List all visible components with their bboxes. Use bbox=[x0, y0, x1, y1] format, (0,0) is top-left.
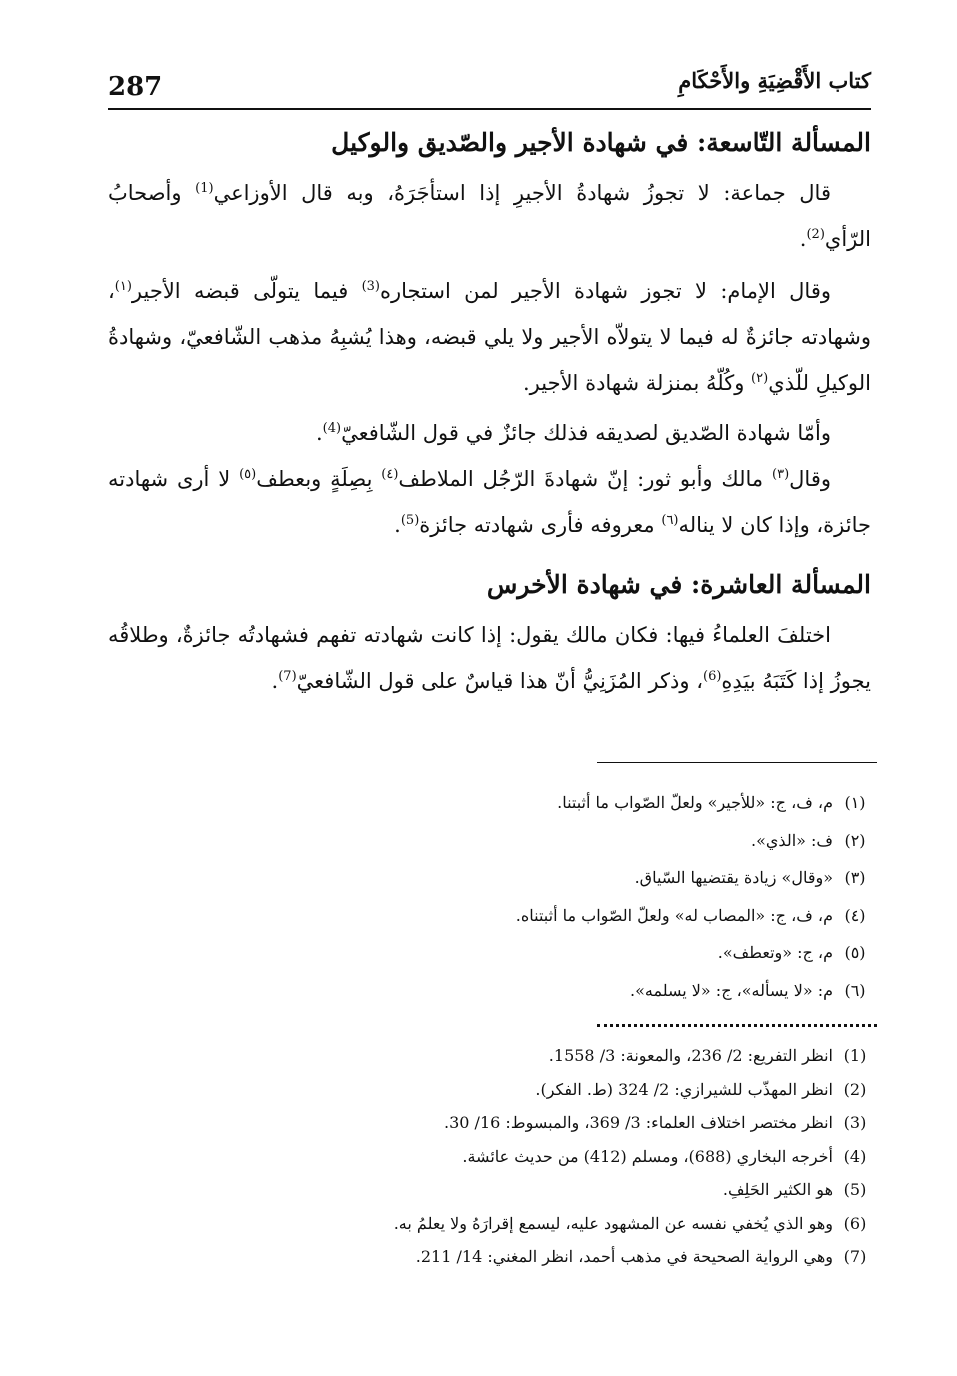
text-run: وقال الإمام: لا تجوز شهادة الأجير لمن استجاره bbox=[380, 279, 832, 303]
footnote-item bbox=[108, 822, 877, 860]
paragraph-group-tenth bbox=[108, 612, 871, 704]
footnote-marker: (5) bbox=[400, 513, 420, 528]
footnote-marker: (3) bbox=[361, 279, 380, 294]
footnote-item bbox=[108, 784, 877, 822]
footnote-text: ف: «الذي». bbox=[751, 830, 833, 850]
footnote-item bbox=[108, 897, 877, 935]
text-run: ، وذكر المُزَنِيُّ أنّ هذا قياسٌ على قول الشّافعيّ bbox=[296, 669, 703, 693]
text-run: فيما يتولّى قبضه الأجير bbox=[131, 279, 362, 303]
text-run: . bbox=[799, 227, 807, 251]
text-run: لا أرى شهادته جائزة، وإذا كان لا يناله bbox=[108, 467, 871, 537]
footnote-text: أخرجه البخاري (688)، ومسلم (412) من حديث عائشة. bbox=[462, 1146, 833, 1166]
footnote-item bbox=[108, 972, 877, 1010]
text-run: . bbox=[394, 513, 401, 537]
footnote-number: (٣) bbox=[844, 868, 866, 888]
footnote-item bbox=[108, 1140, 877, 1174]
footnote-marker: (6) bbox=[702, 669, 722, 684]
text-run: بِصِلَةٍ وبعطف bbox=[256, 467, 382, 491]
footnote-marker: (٤) bbox=[381, 467, 399, 482]
footnote-text: انظر مختصر اختلاف العلماء: 3/ 369، والمبسوط: 16/ 30. bbox=[444, 1113, 833, 1133]
footnote-text: وهو الذي يُخفي نفسه عن المشهود عليه، ليسمع إقرارَهُ ولا يعلمُ به. bbox=[393, 1213, 833, 1233]
footnote-marker: (2) bbox=[806, 227, 825, 242]
footnote-rule bbox=[597, 762, 877, 763]
footnote-number: (3) bbox=[843, 1113, 867, 1133]
text-run: اختلفَ العلماءُ فيها: فكان مالك يقول: إذا كانت شهادته تفهم فشهادتُه جائزةٌ، وطلاقُه يجوزُ إذا كَتَبَهُ بيَدِهِ bbox=[108, 623, 871, 693]
text-run: وأمّا شهادة الصّديق لصديقه فذلك جائزٌ في قول الشّافعيّ bbox=[341, 421, 831, 445]
paragraph bbox=[108, 456, 871, 548]
footnote-number: (٥) bbox=[844, 943, 866, 963]
paragraph bbox=[108, 170, 871, 262]
paragraph-group-ninth bbox=[108, 456, 871, 548]
dotted-separator bbox=[597, 1024, 877, 1027]
footnote-item bbox=[108, 934, 877, 972]
footnote-item bbox=[108, 1173, 877, 1207]
text-run: وقال bbox=[789, 467, 831, 491]
paragraph-group-ninth bbox=[108, 410, 871, 456]
footnote-text: هو الكثير الحَلِفِ. bbox=[722, 1180, 833, 1200]
paragraph bbox=[108, 612, 871, 704]
footnote-number: (١) bbox=[844, 793, 866, 813]
footnote-number: (٤) bbox=[844, 905, 866, 925]
footnote-item bbox=[108, 1207, 877, 1241]
paragraph-group-ninth bbox=[108, 268, 871, 406]
footnote-item bbox=[108, 1039, 877, 1073]
text-run: قال جماعة: لا تجوزُ شهادةُ الأجيرِ إذا استأجَرَهُ، وبه قال الأوزاعي bbox=[213, 181, 831, 205]
paragraph-group-ninth bbox=[108, 170, 871, 262]
header-rule bbox=[108, 108, 871, 110]
footnote-marker: (1) bbox=[195, 181, 214, 196]
footnote-marker: (٢) bbox=[751, 371, 769, 386]
section-heading-tenth: المسألة العاشرة: في شهادة الأخرس bbox=[486, 570, 871, 599]
footnote-number: (٦) bbox=[844, 980, 866, 1000]
footnote-number: (4) bbox=[843, 1146, 867, 1166]
text-run: وكُلّهُ بمنزلة شهادة الأجير. bbox=[523, 371, 752, 395]
footnote-text: وهي الرواية الصحيحة في مذهب أحمد، انظر المغني: 14/ 211. bbox=[415, 1247, 833, 1267]
variant-footnotes bbox=[108, 784, 877, 1009]
footnote-item bbox=[108, 1073, 877, 1107]
footnote-item bbox=[108, 859, 877, 897]
page-number: 287 bbox=[108, 72, 163, 102]
footnote-number: (7) bbox=[843, 1247, 867, 1267]
footnote-text: م، ف، ج: «للأجير» ولعلّ الصّواب ما أثبتنا. bbox=[557, 793, 833, 813]
footnote-text: انظر المهذّب للشيرازي: 2/ 324 (ط. الفكر). bbox=[535, 1079, 833, 1099]
footnote-marker: (٥) bbox=[239, 467, 257, 482]
footnote-marker: (7) bbox=[278, 669, 297, 684]
text-run: معروفه فأرى شهادته جائزة bbox=[419, 513, 662, 537]
footnote-text: م، ج: «وتعطف». bbox=[717, 943, 833, 963]
running-title: كتاب الأَقْضِيَةِ والأَحْكَامِ bbox=[678, 68, 871, 93]
footnote-text: م، ف، ج: «المصاب له» ولعلّ الصّواب ما أثبتناه. bbox=[515, 905, 833, 925]
footnote-number: (1) bbox=[843, 1046, 867, 1066]
paragraph bbox=[108, 410, 871, 456]
footnote-item bbox=[108, 1240, 877, 1274]
text-run: ، وشهادته جائزةٌ له فيما لا يتولاّه الأجير ولا يلي قبضه، وهذا يُشبِهُ مذهب الشّافعيّ، وشهادةُ الوكيلِ للّذي bbox=[108, 279, 871, 395]
text-run: وأصحابُ الرّأي bbox=[108, 181, 871, 251]
footnote-marker: (١) bbox=[114, 279, 132, 294]
footnote-item bbox=[108, 1106, 877, 1140]
footnote-text: انظر التفريع: 2/ 236، والمعونة: 3/ 1558. bbox=[548, 1046, 833, 1066]
footnote-marker: (٣) bbox=[772, 467, 790, 482]
footnote-number: (5) bbox=[843, 1180, 867, 1200]
page-header bbox=[108, 66, 871, 106]
footnote-number: (٢) bbox=[844, 830, 866, 850]
text-run: . bbox=[315, 421, 323, 445]
text-run: مالك وأبو ثور: إنّ شهادةَ الرّجُل الملاطف bbox=[398, 467, 773, 491]
footnote-marker: (٦) bbox=[661, 513, 679, 528]
footnote-number: (2) bbox=[843, 1079, 867, 1099]
source-footnotes bbox=[108, 1039, 877, 1274]
footnote-text: «وقال» زيادة يقتضيها السّياق. bbox=[634, 868, 833, 888]
paragraph bbox=[108, 268, 871, 406]
footnote-number: (6) bbox=[843, 1213, 867, 1233]
section-heading-ninth: المسألة التّاسعة: في شهادة الأجير والصّديق والوكيل bbox=[331, 128, 871, 157]
footnote-text: م: «لا يسأله»، ج: «لا يسلمه». bbox=[629, 980, 833, 1000]
text-run: . bbox=[271, 669, 279, 693]
footnote-marker: (4) bbox=[322, 421, 342, 436]
